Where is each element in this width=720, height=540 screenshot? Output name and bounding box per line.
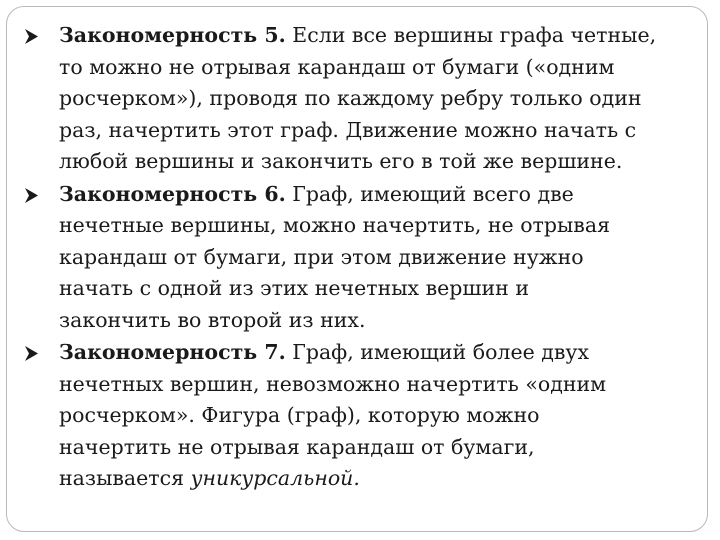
- term-italic: уникурсальной.: [190, 466, 360, 490]
- rule-heading: Закономерность 5.: [59, 23, 286, 47]
- rule-text-line: нечетные вершины, можно начертить, не отрывая: [59, 213, 611, 237]
- rule-text-line: то можно не отрывая карандаш от бумаги («одним: [59, 54, 615, 79]
- rule-heading: Закономерность 7.: [59, 340, 286, 364]
- rule-text-line: закончить во второй из них.: [59, 307, 366, 332]
- rule-text-line: Граф, имеющий всего две: [285, 181, 574, 206]
- slide-content: [22, 20, 704, 496]
- rule-text-line: росчерком». Фигура (граф), которую можно: [59, 403, 540, 427]
- rule-heading: Закономерность 6.: [59, 181, 286, 206]
- rule-text-line: называется: [59, 466, 191, 490]
- rule-item-6: [22, 179, 704, 337]
- arrow-bullet-icon: [22, 337, 58, 369]
- arrow-bullet-icon: [22, 179, 58, 211]
- rule-text-line: Граф, имеющий более двух: [285, 340, 590, 364]
- rule-text-line: Если все вершины графа четные,: [285, 23, 657, 47]
- rule-text-line: начертить не отрывая карандаш от бумаги,: [59, 434, 535, 459]
- arrow-bullet-icon: [22, 20, 58, 52]
- rule-text-line: начать с одной из этих нечетных вершин и: [59, 276, 529, 300]
- rule-text-line: росчерком»), проводя по каждому ребру только один: [59, 86, 642, 110]
- rule-item-7: [22, 337, 704, 495]
- rule-text-line: нечетных вершин, невозможно начертить «одним: [59, 371, 607, 396]
- rule-text-line: карандаш от бумаги, при этом движение нужно: [59, 244, 584, 269]
- rule-text-line: раз, начертить этот граф. Движение можно начать с: [59, 117, 637, 142]
- rule-text-line: любой вершины и закончить его в той же вершине.: [59, 149, 623, 173]
- rule-item-5: [22, 20, 704, 178]
